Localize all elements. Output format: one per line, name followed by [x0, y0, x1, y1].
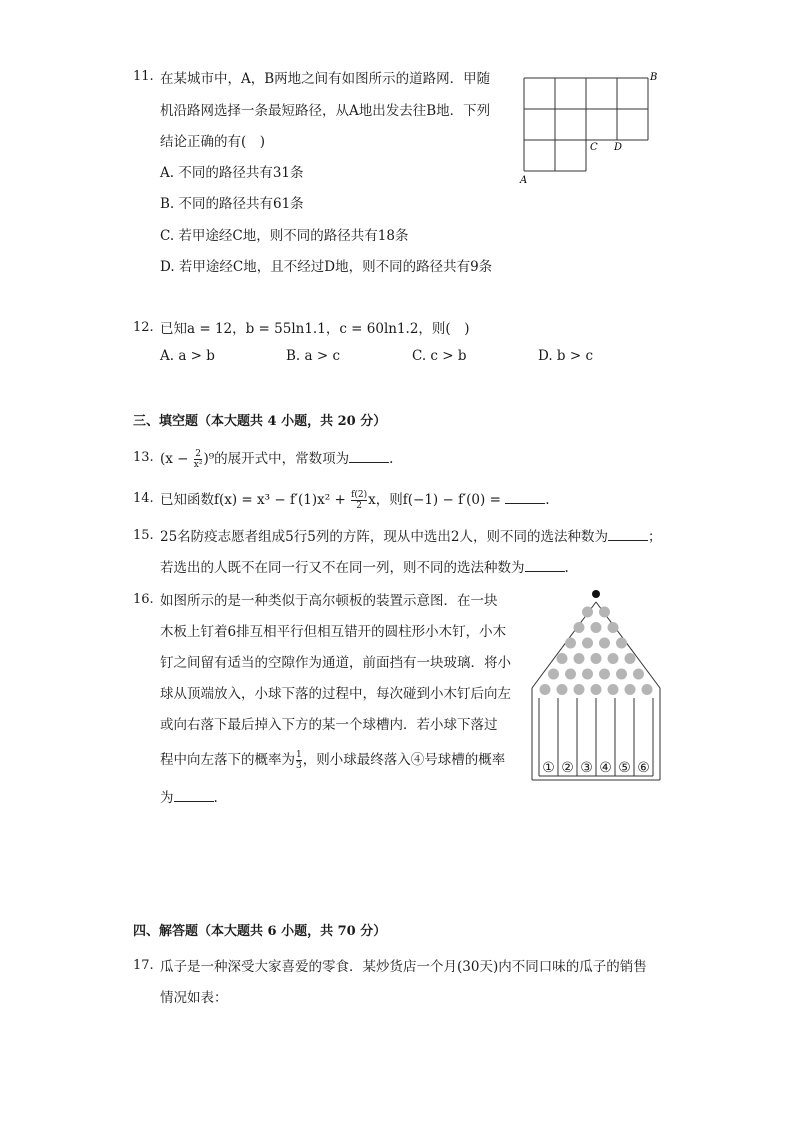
peg [557, 684, 568, 695]
peg [548, 669, 559, 680]
q16-line-7 [160, 786, 218, 806]
q13-fraction [194, 449, 203, 470]
peg [608, 653, 619, 664]
q12-number: 12. [133, 320, 154, 335]
q16-line-4: 球从顶端放入，小球下落的过程中，每次碰到小木钉后向左 [160, 686, 511, 702]
peg [591, 653, 602, 664]
q14-answer-blank[interactable] [505, 491, 545, 504]
peg [591, 684, 602, 695]
peg [591, 622, 602, 633]
q16-line-6 [160, 748, 505, 771]
q15-line-1 [160, 525, 661, 545]
q12-option-c: C. c > b [412, 348, 467, 364]
label-d: D [614, 142, 623, 153]
q14-stem-b: x，则f(−1) − f′(0) = [368, 492, 506, 508]
label-a: A [520, 175, 528, 186]
q16-end: . [213, 790, 218, 806]
q15-line1-text: 25名防疫志愿者组成5行5列的方阵，现从中选出2人，则不同的选法种数为 [160, 529, 608, 545]
q13-stem [160, 447, 393, 470]
galton-board-figure [528, 586, 664, 786]
q13-frac-num: 2 [195, 449, 201, 459]
q13-stem-b: )⁹的展开式中，常数项为 [203, 451, 350, 467]
ball-icon [592, 590, 600, 598]
q11-option-a: A. 不同的路径共有31条 [160, 165, 304, 181]
q15-answer-blank-1[interactable] [608, 528, 648, 541]
q13-end: . [389, 451, 394, 467]
q14-stem [160, 488, 549, 511]
peg [599, 638, 610, 649]
label-b: B [650, 72, 658, 83]
peg [642, 684, 653, 695]
peg [608, 684, 619, 695]
peg [633, 669, 644, 680]
peg [599, 607, 610, 618]
slot-number: ④ [599, 760, 612, 776]
q14-frac-den: 2 [356, 501, 362, 511]
peg [557, 653, 568, 664]
peg [582, 638, 593, 649]
slot-number: ⑤ [618, 760, 631, 776]
peg [574, 653, 585, 664]
label-c: C [590, 142, 598, 153]
slot-number: ① [542, 760, 555, 776]
q12-option-d: D. b > c [538, 348, 594, 364]
q15-line1-end: ； [647, 529, 662, 545]
q17-line-1: 瓜子是一种深受大家喜爱的零食．某炒货店一个月(30天)内不同口味的瓜子的销售 [160, 959, 647, 975]
peg [574, 622, 585, 633]
q11-option-c: C. 若甲途经C地，则不同的路径共有18条 [160, 228, 409, 244]
peg [574, 684, 585, 695]
q15-line2-text: 若选出的人既不在同一行又不在同一列，则不同的选法种数为 [160, 560, 525, 576]
q14-number: 14. [133, 491, 154, 506]
q11-line-1: 在某城市中，A，B两地之间有如图所示的道路网．甲随 [160, 71, 491, 87]
q12-stem: 已知a = 12，b = 55ln1.1，c = 60ln1.2，则( ) [160, 321, 470, 337]
q11-option-d: D. 若甲途经C地，且不经过D地，则不同的路径共有9条 [160, 259, 493, 275]
peg [582, 607, 593, 618]
peg [565, 669, 576, 680]
peg [616, 669, 627, 680]
peg [540, 684, 551, 695]
section-3-heading: 三、填空题（本大题共 4 小题，共 20 分） [133, 414, 387, 429]
q16-line-1: 如图所示的是一种类似于高尔顿板的装置示意图．在一块 [160, 593, 498, 609]
peg [582, 669, 593, 680]
q14-end: . [545, 492, 550, 508]
slot-number: ⑥ [637, 760, 650, 776]
q14-frac-num: f(2) [351, 490, 368, 500]
peg [599, 669, 610, 680]
peg [625, 684, 636, 695]
slot-number: ③ [580, 760, 593, 776]
q16-fraction [296, 750, 302, 771]
q15-answer-blank-2[interactable] [525, 559, 565, 572]
peg [616, 638, 627, 649]
q13-answer-blank[interactable] [349, 450, 389, 463]
q12-option-a: A. a > b [160, 348, 215, 364]
q14-fraction [351, 490, 367, 511]
slot-number: ② [561, 760, 574, 776]
q16-line-2: 木板上钉着6排互相平行但相互错开的圆柱形小木钉，小木 [160, 624, 507, 640]
q15-line2-end: . [564, 560, 569, 576]
q16-line7-text: 为 [160, 790, 174, 806]
q11-line-2: 机沿路网选择一条最短路径，从A地出发去往B地．下列 [160, 103, 491, 119]
peg [565, 638, 576, 649]
q16-answer-blank[interactable] [174, 789, 214, 802]
q11-line-3: 结论正确的有( ) [160, 134, 266, 150]
q11-option-b: B. 不同的路径共有61条 [160, 196, 304, 212]
q11-number: 11. [133, 69, 154, 84]
q14-stem-a: 已知函数f(x) = x³ − f′(1)x² + [160, 492, 351, 508]
section-4-heading: 四、解答题（本大题共 6 小题，共 70 分） [133, 924, 387, 939]
q16-line-5: 或向右落下最后掉入下方的某一个球槽内．若小球下落过 [160, 717, 498, 733]
q17-number: 17. [133, 958, 154, 973]
q12-option-b: B. a > c [286, 348, 341, 364]
q17-line-2: 情况如表： [160, 990, 228, 1006]
q16-frac-num: 1 [296, 750, 302, 760]
q13-stem-a: (x − [160, 451, 193, 467]
q16-line-3: 钉之间留有适当的空隙作为通道，前面挡有一块玻璃．将小 [160, 655, 511, 671]
q15-number: 15. [133, 528, 154, 543]
q13-frac-den: x² [193, 460, 203, 470]
q16-line6-b: ，则小球最终落入④号球槽的概率 [302, 752, 506, 768]
q16-number: 16. [133, 592, 154, 607]
road-grid-figure [514, 66, 664, 188]
q16-frac-den: 3 [296, 761, 302, 771]
peg [625, 653, 636, 664]
peg [608, 622, 619, 633]
q13-number: 13. [133, 450, 154, 465]
q15-line-2 [160, 556, 569, 576]
q16-line6-a: 程中向左落下的概率为 [160, 752, 295, 768]
